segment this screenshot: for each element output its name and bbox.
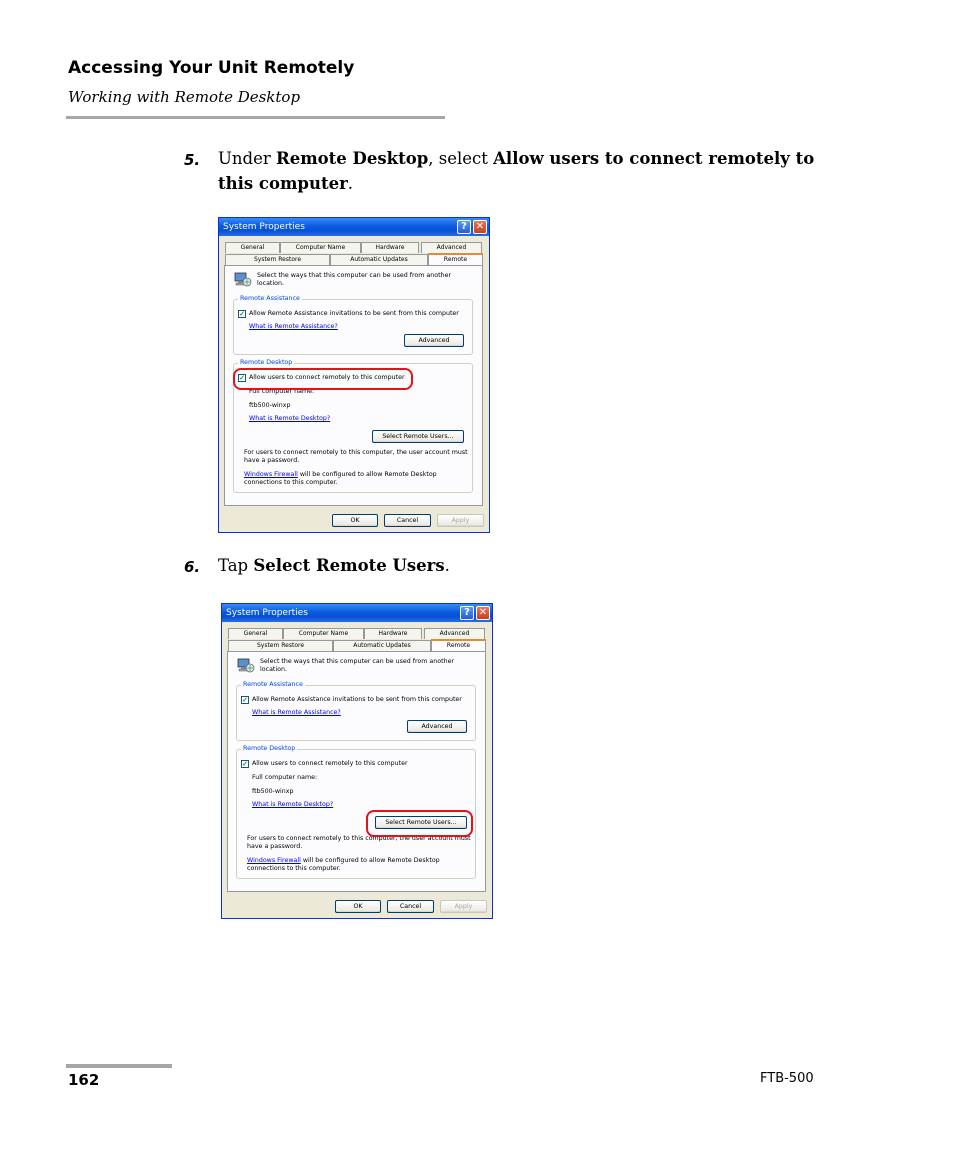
computer-icon xyxy=(234,272,252,288)
tab-automatic-updates[interactable]: Automatic Updates xyxy=(330,254,428,265)
remote-tab-panel xyxy=(227,651,486,892)
computer-name-value: ftb500-winxp xyxy=(252,788,294,795)
system-properties-dialog-step6 xyxy=(221,603,493,919)
computer-icon xyxy=(237,658,255,674)
ok-button[interactable]: OK xyxy=(332,514,378,527)
full-computer-name-label: Full computer name: xyxy=(249,388,315,395)
tab-advanced[interactable]: Advanced xyxy=(421,242,482,253)
allow-remote-connect-checkbox[interactable]: ✓ xyxy=(239,373,245,382)
help-icon[interactable]: ? xyxy=(457,220,471,234)
select-remote-users-button[interactable]: Select Remote Users... xyxy=(372,430,464,443)
footer-rule xyxy=(66,1064,172,1068)
password-note-line1: For users to connect remotely to this computer, the user account must xyxy=(247,835,471,842)
allow-remote-assistance-checkbox[interactable]: ✓ xyxy=(239,309,245,318)
intro-text-line2: location. xyxy=(257,280,284,287)
password-note-line1: For users to connect remotely to this computer, the user account must xyxy=(244,449,468,456)
step-5 xyxy=(184,146,818,196)
step-text: Under Remote Desktop, select Allow users to connect remotely to this computer. xyxy=(218,149,815,193)
allow-remote-connect-label: Allow users to connect remotely to this computer xyxy=(249,374,405,381)
tab-advanced[interactable]: Advanced xyxy=(424,628,485,639)
tab-system-restore[interactable]: System Restore xyxy=(225,254,330,265)
select-remote-users-button[interactable]: Select Remote Users... xyxy=(375,816,467,829)
apply-button: Apply xyxy=(440,900,487,913)
firewall-note-line2: connections to this computer. xyxy=(244,479,338,486)
allow-remote-connect-checkbox[interactable]: ✓ xyxy=(242,759,248,768)
remote-assistance-link[interactable]: What is Remote Assistance? xyxy=(252,709,341,716)
full-computer-name-label: Full computer name: xyxy=(252,774,318,781)
ok-button[interactable]: OK xyxy=(335,900,381,913)
firewall-note-line1: Windows Firewall will be configured to allow Remote Desktop xyxy=(244,471,437,478)
tab-general[interactable]: General xyxy=(225,242,280,253)
intro-text-line1: Select the ways that this computer can be used from another xyxy=(260,658,455,665)
header-rule xyxy=(66,116,445,119)
advanced-button[interactable]: Advanced xyxy=(404,334,464,347)
close-icon[interactable]: ✕ xyxy=(476,606,490,620)
tab-hardware[interactable]: Hardware xyxy=(361,242,419,253)
password-note-line2: have a password. xyxy=(247,843,303,850)
dialog-title: System Properties xyxy=(226,608,308,618)
allow-remote-assistance-label: Allow Remote Assistance invitations to be sent from this computer xyxy=(249,310,459,317)
step-number: 5. xyxy=(184,151,201,169)
computer-name-value: ftb500-winxp xyxy=(249,402,291,409)
advanced-button[interactable]: Advanced xyxy=(407,720,467,733)
tab-remote[interactable]: Remote xyxy=(428,253,483,265)
allow-remote-assistance-checkbox[interactable]: ✓ xyxy=(242,695,248,704)
step-number: 6. xyxy=(184,558,201,576)
remote-desktop-link[interactable]: What is Remote Desktop? xyxy=(252,801,334,808)
dialog-title: System Properties xyxy=(223,222,305,232)
product-name: FTB-500 xyxy=(760,1071,814,1086)
highlight-allow-remote-connect xyxy=(233,368,413,390)
cancel-button[interactable]: Cancel xyxy=(384,514,431,527)
windows-firewall-link[interactable]: Windows Firewall xyxy=(244,471,298,478)
tab-general[interactable]: General xyxy=(228,628,283,639)
remote-assistance-label: Remote Assistance xyxy=(240,295,300,302)
remote-desktop-label: Remote Desktop xyxy=(240,359,293,366)
intro-text-line2: location. xyxy=(260,666,287,673)
remote-assistance-link[interactable]: What is Remote Assistance? xyxy=(249,323,338,330)
tab-computer-name[interactable]: Computer Name xyxy=(280,242,361,253)
cancel-button[interactable]: Cancel xyxy=(387,900,434,913)
step-text: Tap Select Remote Users. xyxy=(218,556,450,575)
page-number: 162 xyxy=(68,1071,100,1089)
password-note-line2: have a password. xyxy=(244,457,300,464)
firewall-note-line2: connections to this computer. xyxy=(247,865,341,872)
remote-assistance-group xyxy=(236,681,476,741)
firewall-note-line1: Windows Firewall will be configured to allow Remote Desktop xyxy=(247,857,440,864)
tab-hardware[interactable]: Hardware xyxy=(364,628,422,639)
header-subtitle: Working with Remote Desktop xyxy=(68,88,301,106)
remote-desktop-link[interactable]: What is Remote Desktop? xyxy=(249,415,331,422)
windows-firewall-link[interactable]: Windows Firewall xyxy=(247,857,301,864)
highlight-select-remote-users xyxy=(366,810,473,837)
remote-assistance-label: Remote Assistance xyxy=(243,681,303,688)
header-title: Accessing Your Unit Remotely xyxy=(68,58,355,78)
tab-computer-name[interactable]: Computer Name xyxy=(283,628,364,639)
dialog-title-bar[interactable] xyxy=(222,604,492,622)
tab-system-restore[interactable]: System Restore xyxy=(228,640,333,651)
tab-automatic-updates[interactable]: Automatic Updates xyxy=(333,640,431,651)
remote-assistance-group xyxy=(233,295,473,355)
dialog-title-bar[interactable] xyxy=(219,218,489,236)
intro-text-line1: Select the ways that this computer can be used from another xyxy=(257,272,452,279)
close-icon[interactable]: ✕ xyxy=(473,220,487,234)
help-icon[interactable]: ? xyxy=(460,606,474,620)
remote-desktop-label: Remote Desktop xyxy=(243,745,296,752)
tab-remote[interactable]: Remote xyxy=(431,639,486,651)
apply-button: Apply xyxy=(437,514,484,527)
allow-remote-connect-label: Allow users to connect remotely to this computer xyxy=(252,760,408,767)
allow-remote-assistance-label: Allow Remote Assistance invitations to be sent from this computer xyxy=(252,696,462,703)
step-6 xyxy=(184,553,818,578)
